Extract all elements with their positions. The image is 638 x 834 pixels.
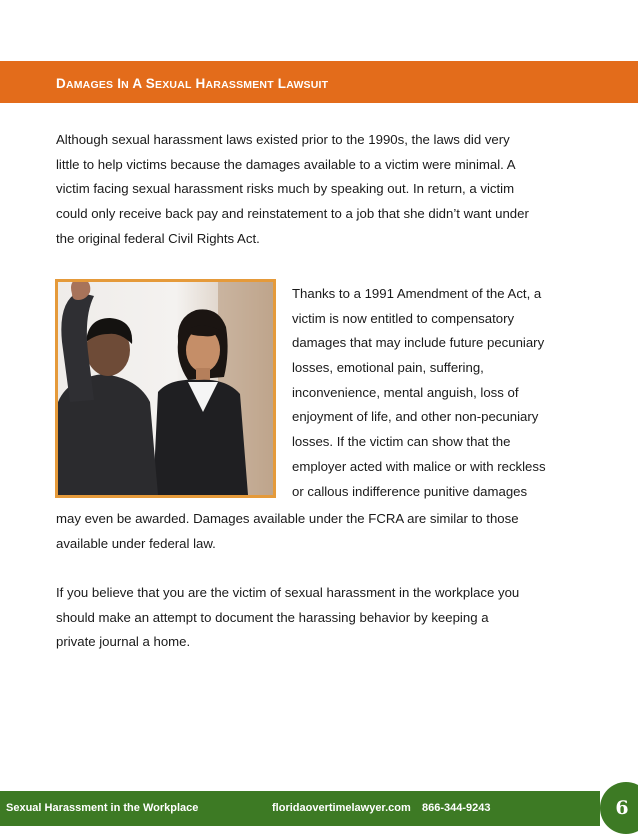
- paragraph-2-side: [292, 282, 546, 504]
- text-line: losses. If the victim can show that the: [292, 434, 511, 450]
- text-line: little to help victims because the damages available to a victim were minimal. A: [56, 156, 516, 172]
- footer-phone: 866-344-9243: [422, 802, 491, 814]
- text-line: victim is now entitled to compensatory: [292, 310, 515, 326]
- footer-website: floridaovertimelawyer.com: [272, 802, 411, 814]
- section-title-smallcaps: [56, 74, 436, 92]
- text-line: available under federal law.: [56, 535, 216, 551]
- text-line: could only receive back pay and reinstatement to a job that she didn’t want under: [56, 206, 529, 222]
- text-line: inconvenience, mental anguish, loss of: [292, 384, 519, 400]
- section-title: [56, 74, 436, 92]
- paragraph-3: [56, 581, 519, 655]
- footer-document-title: Sexual Harassment in the Workplace: [6, 802, 199, 814]
- text-line: If you believe that you are the victim of sexual harassment in the workplace you: [56, 585, 520, 600]
- text-line: Although sexual harassment laws existed prior to the 1990s, the laws did very: [56, 132, 510, 147]
- text-line: private journal a home.: [56, 634, 191, 650]
- section-title-text: DAMAGES IN A SEXUAL HARASSMENT LAWSUIT: [56, 76, 329, 91]
- text-line: Thanks to a 1991 Amendment of the Act, a: [292, 286, 542, 301]
- text-line: should make an attempt to document the harassing behavior by keeping a: [56, 609, 489, 625]
- text-line: victim facing sexual harassment risks much by speaking out. In return, a victim: [56, 181, 515, 197]
- text-line: enjoyment of life, and other non-pecuniary: [292, 409, 539, 425]
- text-line: the original federal Civil Rights Act.: [56, 230, 260, 246]
- text-line: may even be awarded. Damages available under the FCRA are similar to those: [56, 511, 519, 526]
- photo-illustration: [58, 282, 273, 495]
- paragraph-2-continued: [56, 507, 519, 556]
- text-line: damages that may include future pecuniary: [292, 335, 545, 351]
- paragraph-1: [56, 128, 529, 251]
- photo-harassment-scene: [55, 279, 276, 498]
- text-line: or callous indifference punitive damages: [292, 483, 528, 499]
- text-line: employer acted with malice or with reckless: [292, 458, 546, 474]
- text-line: losses, emotional pain, suffering,: [292, 360, 484, 376]
- page-number: 6: [615, 797, 629, 819]
